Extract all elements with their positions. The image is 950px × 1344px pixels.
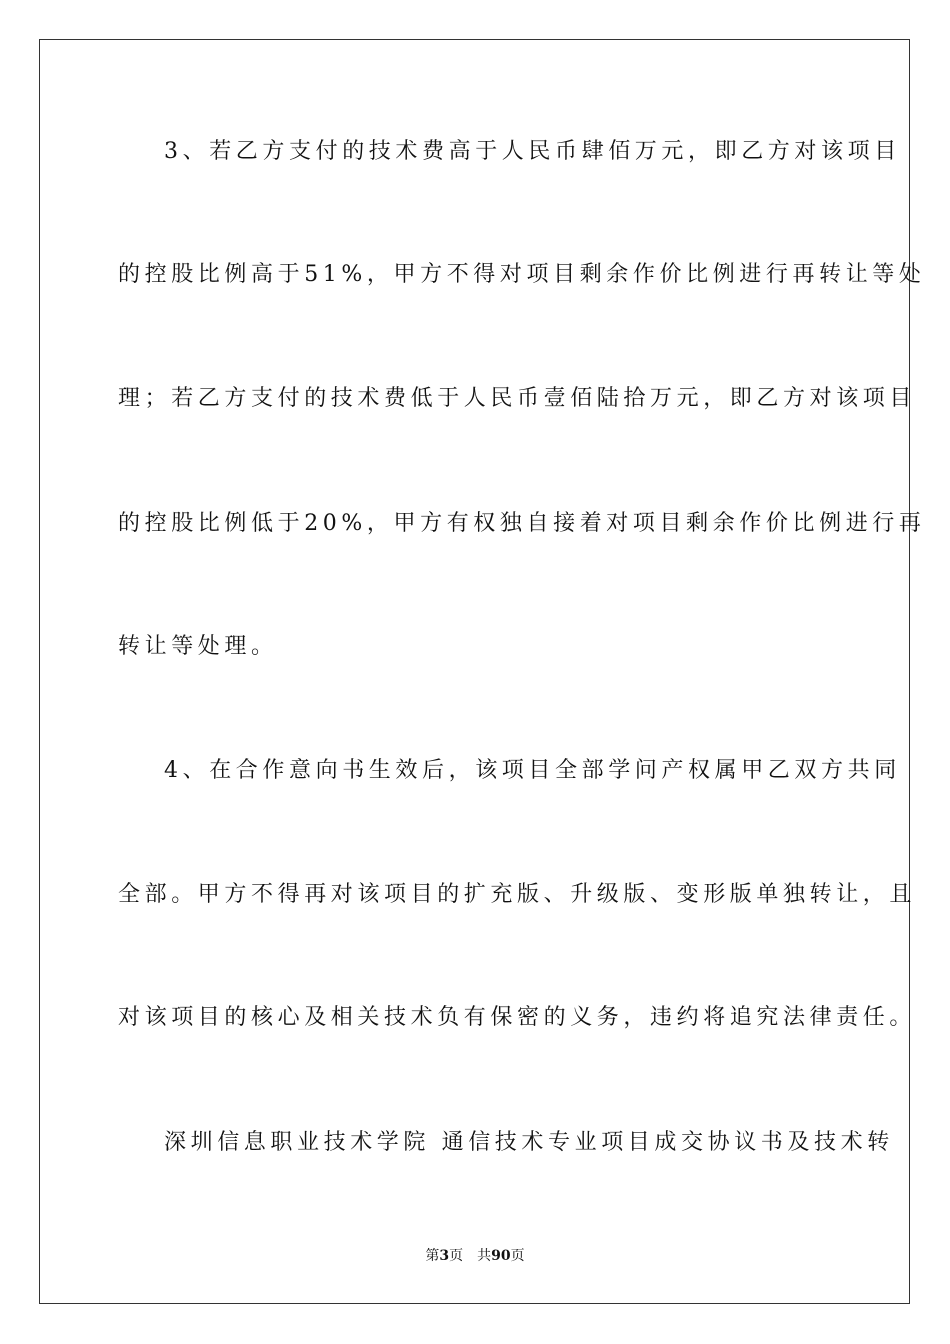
footer-page-suffix: 页 [449,1248,464,1264]
paragraph-3-line-1: 3、若乙方支付的技术费高于人民币肆佰万元，即乙方对该项目 [164,139,901,164]
footer-page-total: 90 [491,1248,511,1264]
paragraph-3-line-4: 的控股比例低于20%，甲方有权独自接着对项目剩余作价比例进行再 [118,511,926,536]
paragraph-4-line-1: 4、在合作意向书生效后，该项目全部学问产权属甲乙双方共同 [164,758,901,783]
footer-total-prefix: 共 [477,1248,492,1264]
paragraph-3-line-3: 理；若乙方支付的技术费低于人民币壹佰陆拾万元，即乙方对该项目 [118,386,917,411]
paragraph-3-line-2: 的控股比例高于51%，甲方不得对项目剩余作价比例进行再转让等处 [118,262,926,287]
page-border [39,39,926,1304]
paragraph-3-line-5: 转让等处理。 [118,634,278,659]
footer-page-prefix: 第 [425,1248,440,1264]
paragraph-5-line-1: 深圳信息职业技术学院 通信技术专业项目成交协议书及技术转 [164,1130,894,1155]
page-footer [0,1246,950,1266]
paragraph-4-line-3: 对该项目的核心及相关技术负有保密的义务，违约将追究法律责任。 [118,1005,917,1030]
paragraph-4-line-2: 全部。甲方不得再对该项目的扩充版、升级版、变形版单独转让，且 [118,882,917,907]
footer-total-suffix: 页 [510,1248,525,1264]
footer-page-current: 3 [439,1248,450,1264]
